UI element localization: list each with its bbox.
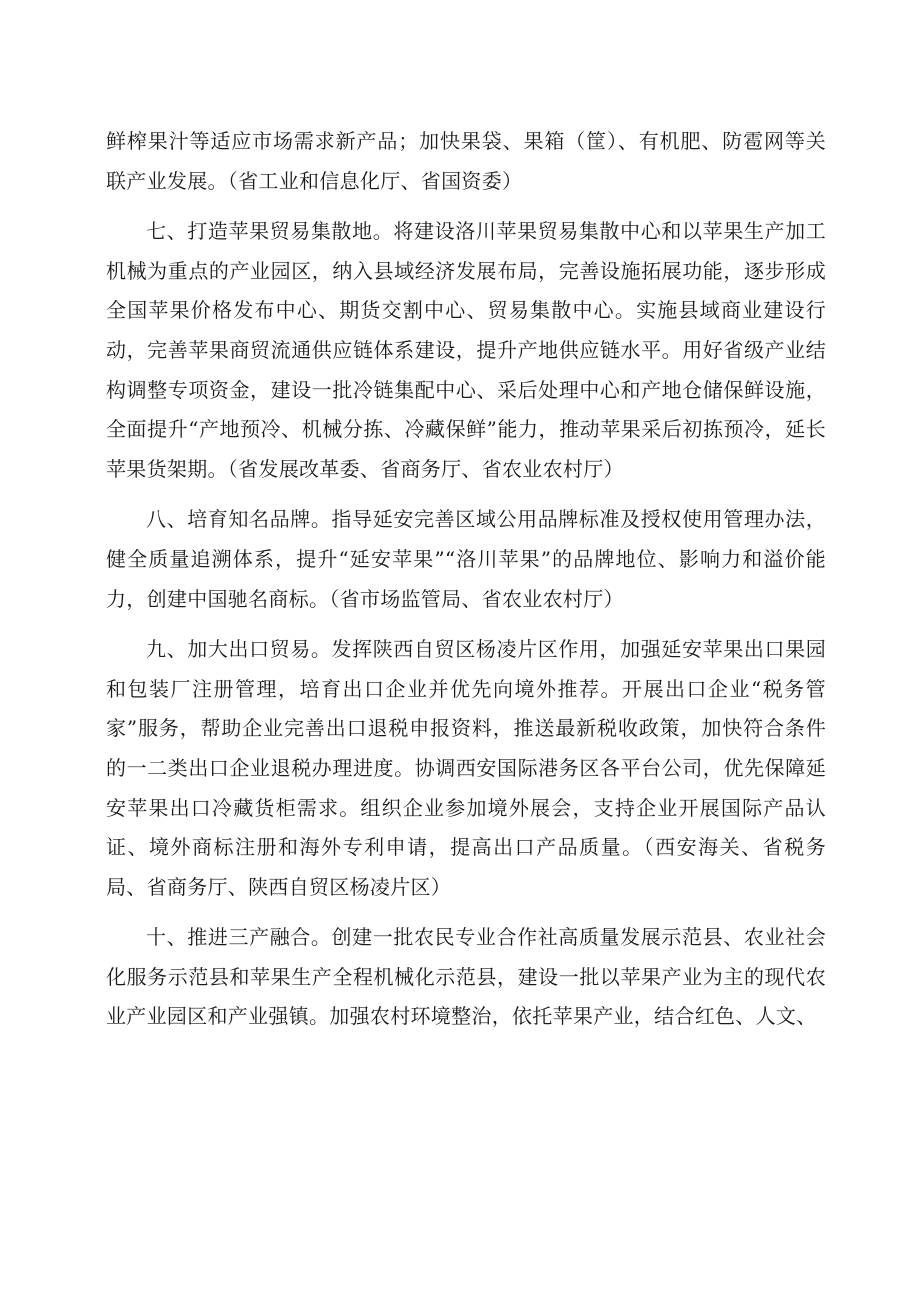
paragraph-section-8: 八、培育知名品牌。指导延安完善区域公用品牌标准及授权使用管理办法，健全质量追溯体系，提升“延安苹果”“洛川苹果”的品牌地位、影响力和溢价能力，创建中国驰名商标。（省市场监管局、省农业农村厅） [106,507,826,611]
paragraph-section-10: 十、推进三产融合。创建一批农民专业合作社高质量发展示范县、农业社会化服务示范县和苹果生产全程机械化示范县，建设一批以苹果产业为主的现代农业产业园区和产业强镇。加强农村环境整治，依托苹果产业，结合红色、人文、 [106,925,826,1029]
paragraph-section-9: 九、加大出口贸易。发挥陕西自贸区杨凌片区作用，加强延安苹果出口果园和包装厂注册管理，培育出口企业并优先向境外推荐。开展出口企业“税务管家”服务，帮助企业完善出口退税申报资料，推送最新税收政策，加快符合条件的一二类出口企业退税办理进度。协调西安国际港务区各平台公司，优先保障延安苹果出口冷藏货柜需求。组织企业参加境外展会，支持企业开展国际产品认证、境外商标注册和海外专利申请，提高出口产品质量。（西安海关、省税务局、省商务厅、陕西自贸区杨凌片区） [106,637,826,899]
paragraph-continuation: 鲜榨果汁等适应市场需求新产品；加快果袋、果箱（筐）、有机肥、防雹网等关联产业发展。（省工业和信息化厅、省国资委） [106,129,826,193]
document-body [106,122,826,1037]
paragraph-section-7: 七、打造苹果贸易集散地。将建设洛川苹果贸易集散中心和以苹果生产加工机械为重点的产业园区，纳入县域经济发展布局，完善设施拓展功能，逐步形成全国苹果价格发布中心、期货交割中心、贸易集散中心。实施县域商业建设行动，完善苹果商贸流通供应链体系建设，提升产地供应链水平。用好省级产业结构调整专项资金，建设一批冷链集配中心、采后处理中心和产地仓储保鲜设施，全面提升“产地预冷、机械分拣、冷藏保鲜”能力，推动苹果采后初拣预冷，延长苹果货架期。（省发展改革委、省商务厅、省农业农村厅） [106,219,826,481]
